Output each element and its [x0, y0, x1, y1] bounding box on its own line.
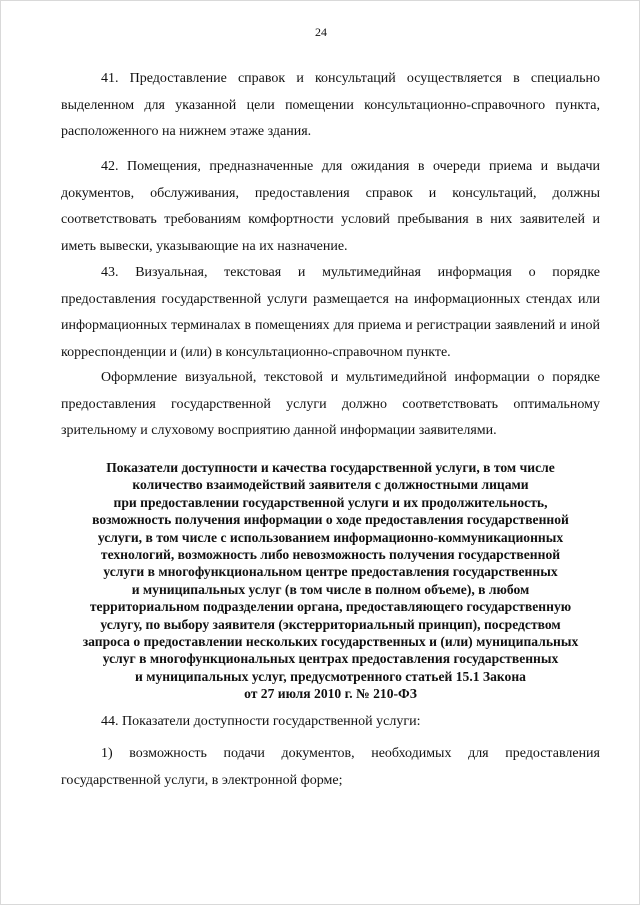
paragraph-41: 41. Предоставление справок и консультаций осуществляется в специально выделенном для указанной цели помещении консультационно-справочного пункта, расположенного на нижнем этаже здания. [61, 71, 600, 139]
heading-line: запроса о предоставлении нескольких государственных и (или) муниципальных [82, 634, 579, 650]
heading-line: и муниципальных услуг, предусмотренного статьей 15.1 Закона [135, 668, 526, 684]
heading-line: территориальном подразделении органа, предоставляющего государственную [89, 599, 572, 615]
heading-line: услуги в многофункциональном центре предоставления государственных [103, 564, 558, 580]
heading-line: технологий, возможность либо невозможность получения государственной [100, 547, 561, 563]
heading-line: возможность получения информации о ходе предоставления государственной [92, 512, 569, 528]
heading-line: услугу, по выбору заявителя (экстерриториальный принцип), посредством [100, 616, 561, 632]
paragraph-43-continued: Оформление визуальной, текстовой и мультимедийной информации о порядке предоставления государственной услуги должно соответствовать оптимальному зрительному и слуховому восприятию данной информации заявителями. [61, 370, 600, 438]
paragraph-43: 43. Визуальная, текстовая и мультимедийная информация о порядке предоставления государственной услуги размещается на информационных стендах или информационных терминалах в помещениях для приема и регистрации заявлений и иной корреспонденции и (или) в консультационно-справочном пункте. [61, 265, 600, 360]
heading-line: услуги, в том числе с использованием информационно-коммуникационных [97, 529, 564, 545]
heading-line: Показатели доступности и качества государственной услуги, в том числе [106, 460, 555, 475]
heading-line: услуг в многофункциональных центрах предоставления государственных [102, 651, 559, 667]
heading-line: и муниципальных услуг (в том числе в полном объеме), в любом [131, 581, 530, 597]
paragraph-44: 44. Показатели доступности государственной услуги: [101, 714, 421, 729]
heading-line: количество взаимодействий заявителя с должностными лицами [132, 477, 529, 493]
page-number: 24 [315, 25, 327, 39]
heading-line: при предоставлении государственной услуги и их продолжительность, [113, 494, 548, 510]
paragraph-42: 42. Помещения, предназначенные для ожидания в очереди приема и выдачи документов, обслуживания, предоставления справок и консультаций, должны соответствовать требованиям комфортности условий пребывания в них заявителей и иметь вывески, указывающие на их назначение. [61, 159, 600, 254]
section-heading [61, 459, 600, 703]
paragraph-44-item-1: 1) возможность подачи документов, необходимых для предоставления государственной услуги, в электронной форме; [61, 746, 600, 788]
heading-line: от 27 июля 2010 г. № 210-ФЗ [244, 686, 417, 702]
